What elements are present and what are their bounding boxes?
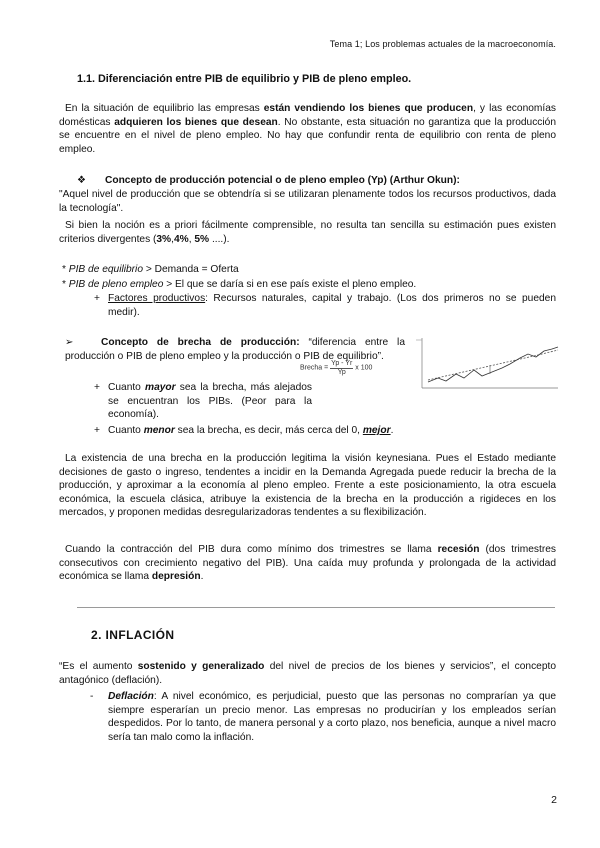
page-number: 2 — [551, 794, 557, 807]
potential-heading — [77, 174, 460, 188]
section-divider — [77, 607, 555, 608]
pib-pleno-empleo-line: * PIB de pleno empleo > El que se daría si en ese país existe el pleno empleo. — [62, 279, 417, 290]
pib-equilibrio-line: * PIB de equilibrio > Demanda = Oferta — [62, 264, 239, 275]
keynes-paragraph: La existencia de una brecha en la producción legitima la visión keynesiana. Pues el Estado mediante decisiones de gasto o ingreso, tendentes a incidir en la Demanda Agregada puede reducir la brecha de la producción, y aproximar a la economía al pleno empleo. Frente a este posicionamiento, la otra escuela económica, la escuela clásica, atribuye la existencia de la brecha en la producción a rigideces en los mercados, y proponen medidas desregularizadoras tendentes a su flexibilización. — [59, 453, 556, 519]
equilibrium-paragraph: En la situación de equilibrio las empresas están vendiendo los bienes que producen, y las economías domésticas adquieren los bienes que desean. No obstante, esta situación no garantiza que la producción se encuentre en el nivel de pleno empleo. No hay que confundir renta de equilibrio con renta de pleno empleo. — [59, 103, 556, 155]
page-header: Tema 1; Los problemas actuales de la macroeconomía. — [329, 39, 556, 49]
okun-quote: "Aquel nivel de producción que se obtendría si se utilizaran plenamente todos los recursos productivos, dada la tecnología". — [59, 189, 556, 214]
arrow-bullet-icon: ➢ — [65, 337, 74, 348]
recession-paragraph: Cuando la contracción del PIB dura como mínimo dos trimestres se llama recesión (dos trimestres consecutivos con crecimiento negativo del PIB). Una caída muy profunda y prolongada de la actividad económica se llama depresión. — [59, 544, 556, 583]
output-gap-graph — [410, 334, 560, 392]
section-1-1-title: 1.1. Diferenciación entre PIB de equilibrio y PIB de pleno empleo. — [77, 73, 412, 85]
gap-definition: ➢ Concepto de brecha de producción: “diferencia entre la producción o PIB de pleno empleo y la producción o PIB de equilibrio”. — [65, 337, 405, 362]
deflation-item: - Deflación: A nivel económico, es perjudicial, puesto que las personas no comprarían ya que siempre esperarían un precio menor. Las empresas no producirían y los empleados serían despedidos. Por lo tanto, de manera personal y a corto plazo, nos beneficia, aunque a nivel macro sería tan malo como la inflación. — [90, 691, 556, 743]
diamond-bullet-icon: ❖ — [77, 175, 87, 186]
gap-item-menor: + Cuanto menor sea la brecha, es decir, más cerca del 0, mejor. — [94, 425, 394, 436]
factors-item: + Factores productivos: Recursos naturales, capital y trabajo. (Los dos primeros no se pueden medir). — [94, 293, 556, 318]
gap-item-mayor: + Cuanto mayor sea la brecha, más alejados se encuentran los PIBs. (Peor para la economía). — [94, 382, 312, 421]
section-2-title: 2. INFLACIÓN — [91, 628, 175, 642]
gap-formula: Brecha = $\frac{Yp - Yr}{Yp}$ x 100 — [300, 360, 373, 376]
potential-title: Concepto de producción potencial o de pleno empleo (Yp) (Arthur Okun): — [105, 175, 460, 186]
estimation-paragraph: Si bien la noción es a priori fácilmente comprensible, no resulta tan sencilla su estimación pues existen criterios divergentes (3%,4%, 5% ....). — [59, 220, 556, 245]
inflation-definition: “Es el aumento sostenido y generalizado del nivel de precios de los bienes y servicios”, el concepto antagónico (deflación). — [59, 661, 556, 686]
